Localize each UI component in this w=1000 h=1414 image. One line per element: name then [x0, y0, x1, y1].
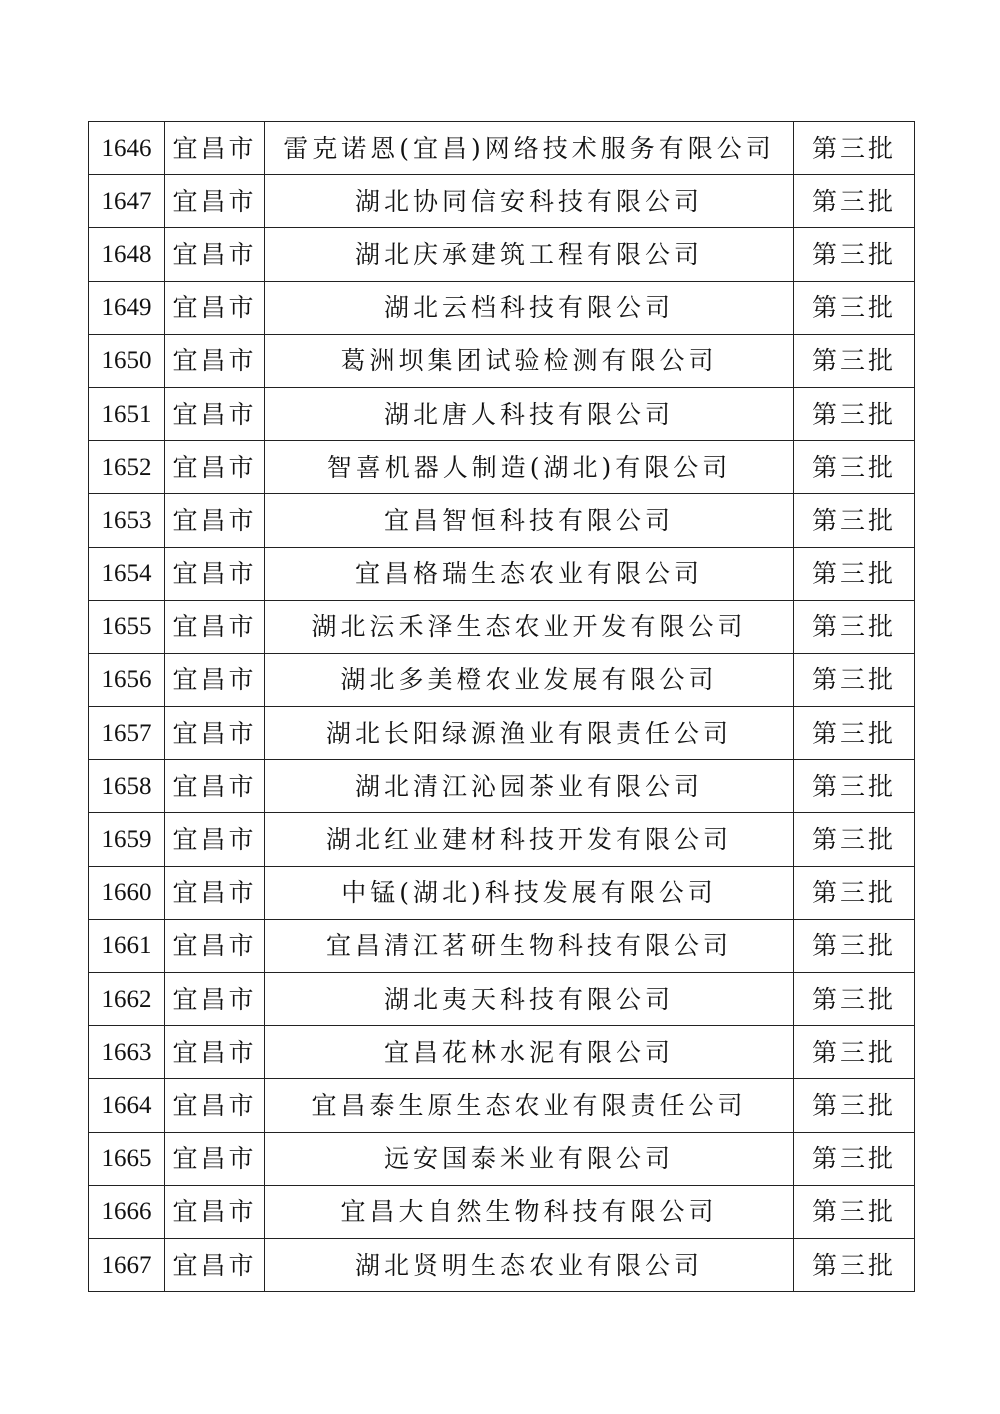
batch-cell: 第三批: [794, 653, 915, 706]
city-cell: 宜昌市: [165, 122, 265, 175]
table-row: [89, 1132, 915, 1185]
row-number-cell: 1650: [89, 334, 165, 387]
row-number-cell: 1661: [89, 919, 165, 972]
company-name-cell: 中锰(湖北)科技发展有限公司: [265, 866, 794, 919]
row-number-cell: 1647: [89, 175, 165, 228]
batch-cell: 第三批: [794, 1185, 915, 1238]
city-cell: 宜昌市: [165, 281, 265, 334]
batch-cell: 第三批: [794, 1026, 915, 1079]
table-row: [89, 653, 915, 706]
table-row: [89, 866, 915, 919]
company-name-cell: 远安国泰米业有限公司: [265, 1132, 794, 1185]
table-row: [89, 441, 915, 494]
company-name-cell: 湖北长阳绿源渔业有限责任公司: [265, 707, 794, 760]
row-number-cell: 1665: [89, 1132, 165, 1185]
table-row: [89, 1026, 915, 1079]
company-name-cell: 宜昌智恒科技有限公司: [265, 494, 794, 547]
city-cell: 宜昌市: [165, 760, 265, 813]
company-name-cell: 湖北夷天科技有限公司: [265, 973, 794, 1026]
row-number-cell: 1649: [89, 281, 165, 334]
city-cell: 宜昌市: [165, 653, 265, 706]
table-body: [89, 122, 915, 1292]
row-number-cell: 1662: [89, 973, 165, 1026]
batch-cell: 第三批: [794, 1079, 915, 1132]
city-cell: 宜昌市: [165, 175, 265, 228]
city-cell: 宜昌市: [165, 494, 265, 547]
table-row: [89, 494, 915, 547]
city-cell: 宜昌市: [165, 1185, 265, 1238]
company-name-cell: 宜昌大自然生物科技有限公司: [265, 1185, 794, 1238]
city-cell: 宜昌市: [165, 600, 265, 653]
city-cell: 宜昌市: [165, 1079, 265, 1132]
company-name-cell: 雷克诺恩(宜昌)网络技术服务有限公司: [265, 122, 794, 175]
table-row: [89, 281, 915, 334]
company-name-cell: 宜昌花林水泥有限公司: [265, 1026, 794, 1079]
city-cell: 宜昌市: [165, 334, 265, 387]
city-cell: 宜昌市: [165, 973, 265, 1026]
batch-cell: 第三批: [794, 813, 915, 866]
company-name-cell: 宜昌泰生原生态农业有限责任公司: [265, 1079, 794, 1132]
table-row: [89, 1238, 915, 1291]
company-name-cell: 湖北唐人科技有限公司: [265, 387, 794, 440]
city-cell: 宜昌市: [165, 919, 265, 972]
table-row: [89, 707, 915, 760]
row-number-cell: 1648: [89, 228, 165, 281]
batch-cell: 第三批: [794, 760, 915, 813]
table-row: [89, 600, 915, 653]
city-cell: 宜昌市: [165, 547, 265, 600]
city-cell: 宜昌市: [165, 441, 265, 494]
batch-cell: 第三批: [794, 866, 915, 919]
company-name-cell: 湖北庆承建筑工程有限公司: [265, 228, 794, 281]
company-name-cell: 宜昌清江茗研生物科技有限公司: [265, 919, 794, 972]
batch-cell: 第三批: [794, 334, 915, 387]
table-row: [89, 334, 915, 387]
row-number-cell: 1654: [89, 547, 165, 600]
batch-cell: 第三批: [794, 122, 915, 175]
row-number-cell: 1667: [89, 1238, 165, 1291]
table-row: [89, 973, 915, 1026]
batch-cell: 第三批: [794, 175, 915, 228]
row-number-cell: 1655: [89, 600, 165, 653]
city-cell: 宜昌市: [165, 228, 265, 281]
table-row: [89, 175, 915, 228]
company-name-cell: 湖北红业建材科技开发有限公司: [265, 813, 794, 866]
company-name-cell: 湖北云档科技有限公司: [265, 281, 794, 334]
city-cell: 宜昌市: [165, 813, 265, 866]
company-name-cell: 湖北沄禾泽生态农业开发有限公司: [265, 600, 794, 653]
row-number-cell: 1660: [89, 866, 165, 919]
city-cell: 宜昌市: [165, 1026, 265, 1079]
city-cell: 宜昌市: [165, 387, 265, 440]
table-row: [89, 760, 915, 813]
batch-cell: 第三批: [794, 547, 915, 600]
row-number-cell: 1651: [89, 387, 165, 440]
row-number-cell: 1658: [89, 760, 165, 813]
batch-cell: 第三批: [794, 228, 915, 281]
batch-cell: 第三批: [794, 1238, 915, 1291]
batch-cell: 第三批: [794, 1132, 915, 1185]
row-number-cell: 1653: [89, 494, 165, 547]
company-name-cell: 葛洲坝集团试验检测有限公司: [265, 334, 794, 387]
table-row: [89, 1079, 915, 1132]
table-row: [89, 122, 915, 175]
table-row: [89, 547, 915, 600]
row-number-cell: 1666: [89, 1185, 165, 1238]
batch-cell: 第三批: [794, 494, 915, 547]
table-row: [89, 1185, 915, 1238]
city-cell: 宜昌市: [165, 1238, 265, 1291]
company-name-cell: 智喜机器人制造(湖北)有限公司: [265, 441, 794, 494]
batch-cell: 第三批: [794, 281, 915, 334]
row-number-cell: 1657: [89, 707, 165, 760]
company-name-cell: 湖北清江沁园茶业有限公司: [265, 760, 794, 813]
batch-cell: 第三批: [794, 973, 915, 1026]
table-row: [89, 813, 915, 866]
company-name-cell: 湖北协同信安科技有限公司: [265, 175, 794, 228]
batch-cell: 第三批: [794, 707, 915, 760]
company-list-table: [88, 121, 915, 1292]
batch-cell: 第三批: [794, 919, 915, 972]
company-name-cell: 湖北多美橙农业发展有限公司: [265, 653, 794, 706]
table-row: [89, 919, 915, 972]
row-number-cell: 1652: [89, 441, 165, 494]
company-name-cell: 宜昌格瑞生态农业有限公司: [265, 547, 794, 600]
batch-cell: 第三批: [794, 600, 915, 653]
row-number-cell: 1659: [89, 813, 165, 866]
batch-cell: 第三批: [794, 387, 915, 440]
company-name-cell: 湖北贤明生态农业有限公司: [265, 1238, 794, 1291]
city-cell: 宜昌市: [165, 707, 265, 760]
city-cell: 宜昌市: [165, 866, 265, 919]
row-number-cell: 1656: [89, 653, 165, 706]
batch-cell: 第三批: [794, 441, 915, 494]
table-row: [89, 228, 915, 281]
row-number-cell: 1663: [89, 1026, 165, 1079]
row-number-cell: 1646: [89, 122, 165, 175]
row-number-cell: 1664: [89, 1079, 165, 1132]
city-cell: 宜昌市: [165, 1132, 265, 1185]
table-row: [89, 387, 915, 440]
